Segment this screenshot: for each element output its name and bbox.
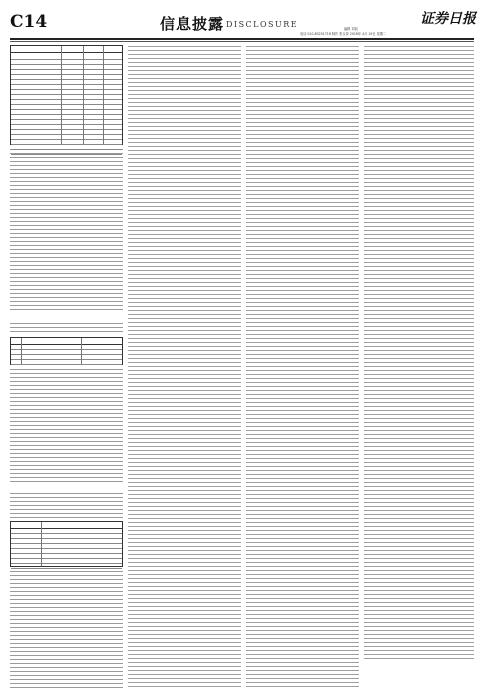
masthead-rule — [10, 38, 474, 40]
section-subtitle: DISCLOSURE — [226, 20, 299, 29]
body-text — [364, 45, 474, 660]
text-block — [10, 322, 123, 334]
section-title: 信息披露 — [160, 15, 225, 33]
body-text — [128, 45, 241, 690]
masthead-thin-rule — [10, 41, 474, 42]
text-block — [10, 492, 123, 518]
column-4 — [364, 45, 474, 660]
newspaper-logo: 证券日报 — [420, 11, 476, 27]
financial-table-1 — [10, 45, 123, 145]
text-block — [10, 570, 123, 690]
text-block — [10, 368, 123, 483]
column-1 — [10, 45, 123, 690]
page-number: C14 — [10, 12, 48, 32]
editor-line: 编辑 刘凯 — [344, 27, 358, 31]
financial-table-3 — [10, 521, 123, 567]
financial-table-2 — [10, 337, 123, 365]
date-line: 电话 010-83251716 制作 张玉萍 2016年 4月 19日 星期二 — [300, 32, 387, 36]
masthead — [0, 0, 484, 40]
column-2 — [128, 45, 241, 690]
column-3 — [246, 45, 359, 690]
text-block — [10, 148, 123, 313]
body-text — [246, 45, 359, 690]
